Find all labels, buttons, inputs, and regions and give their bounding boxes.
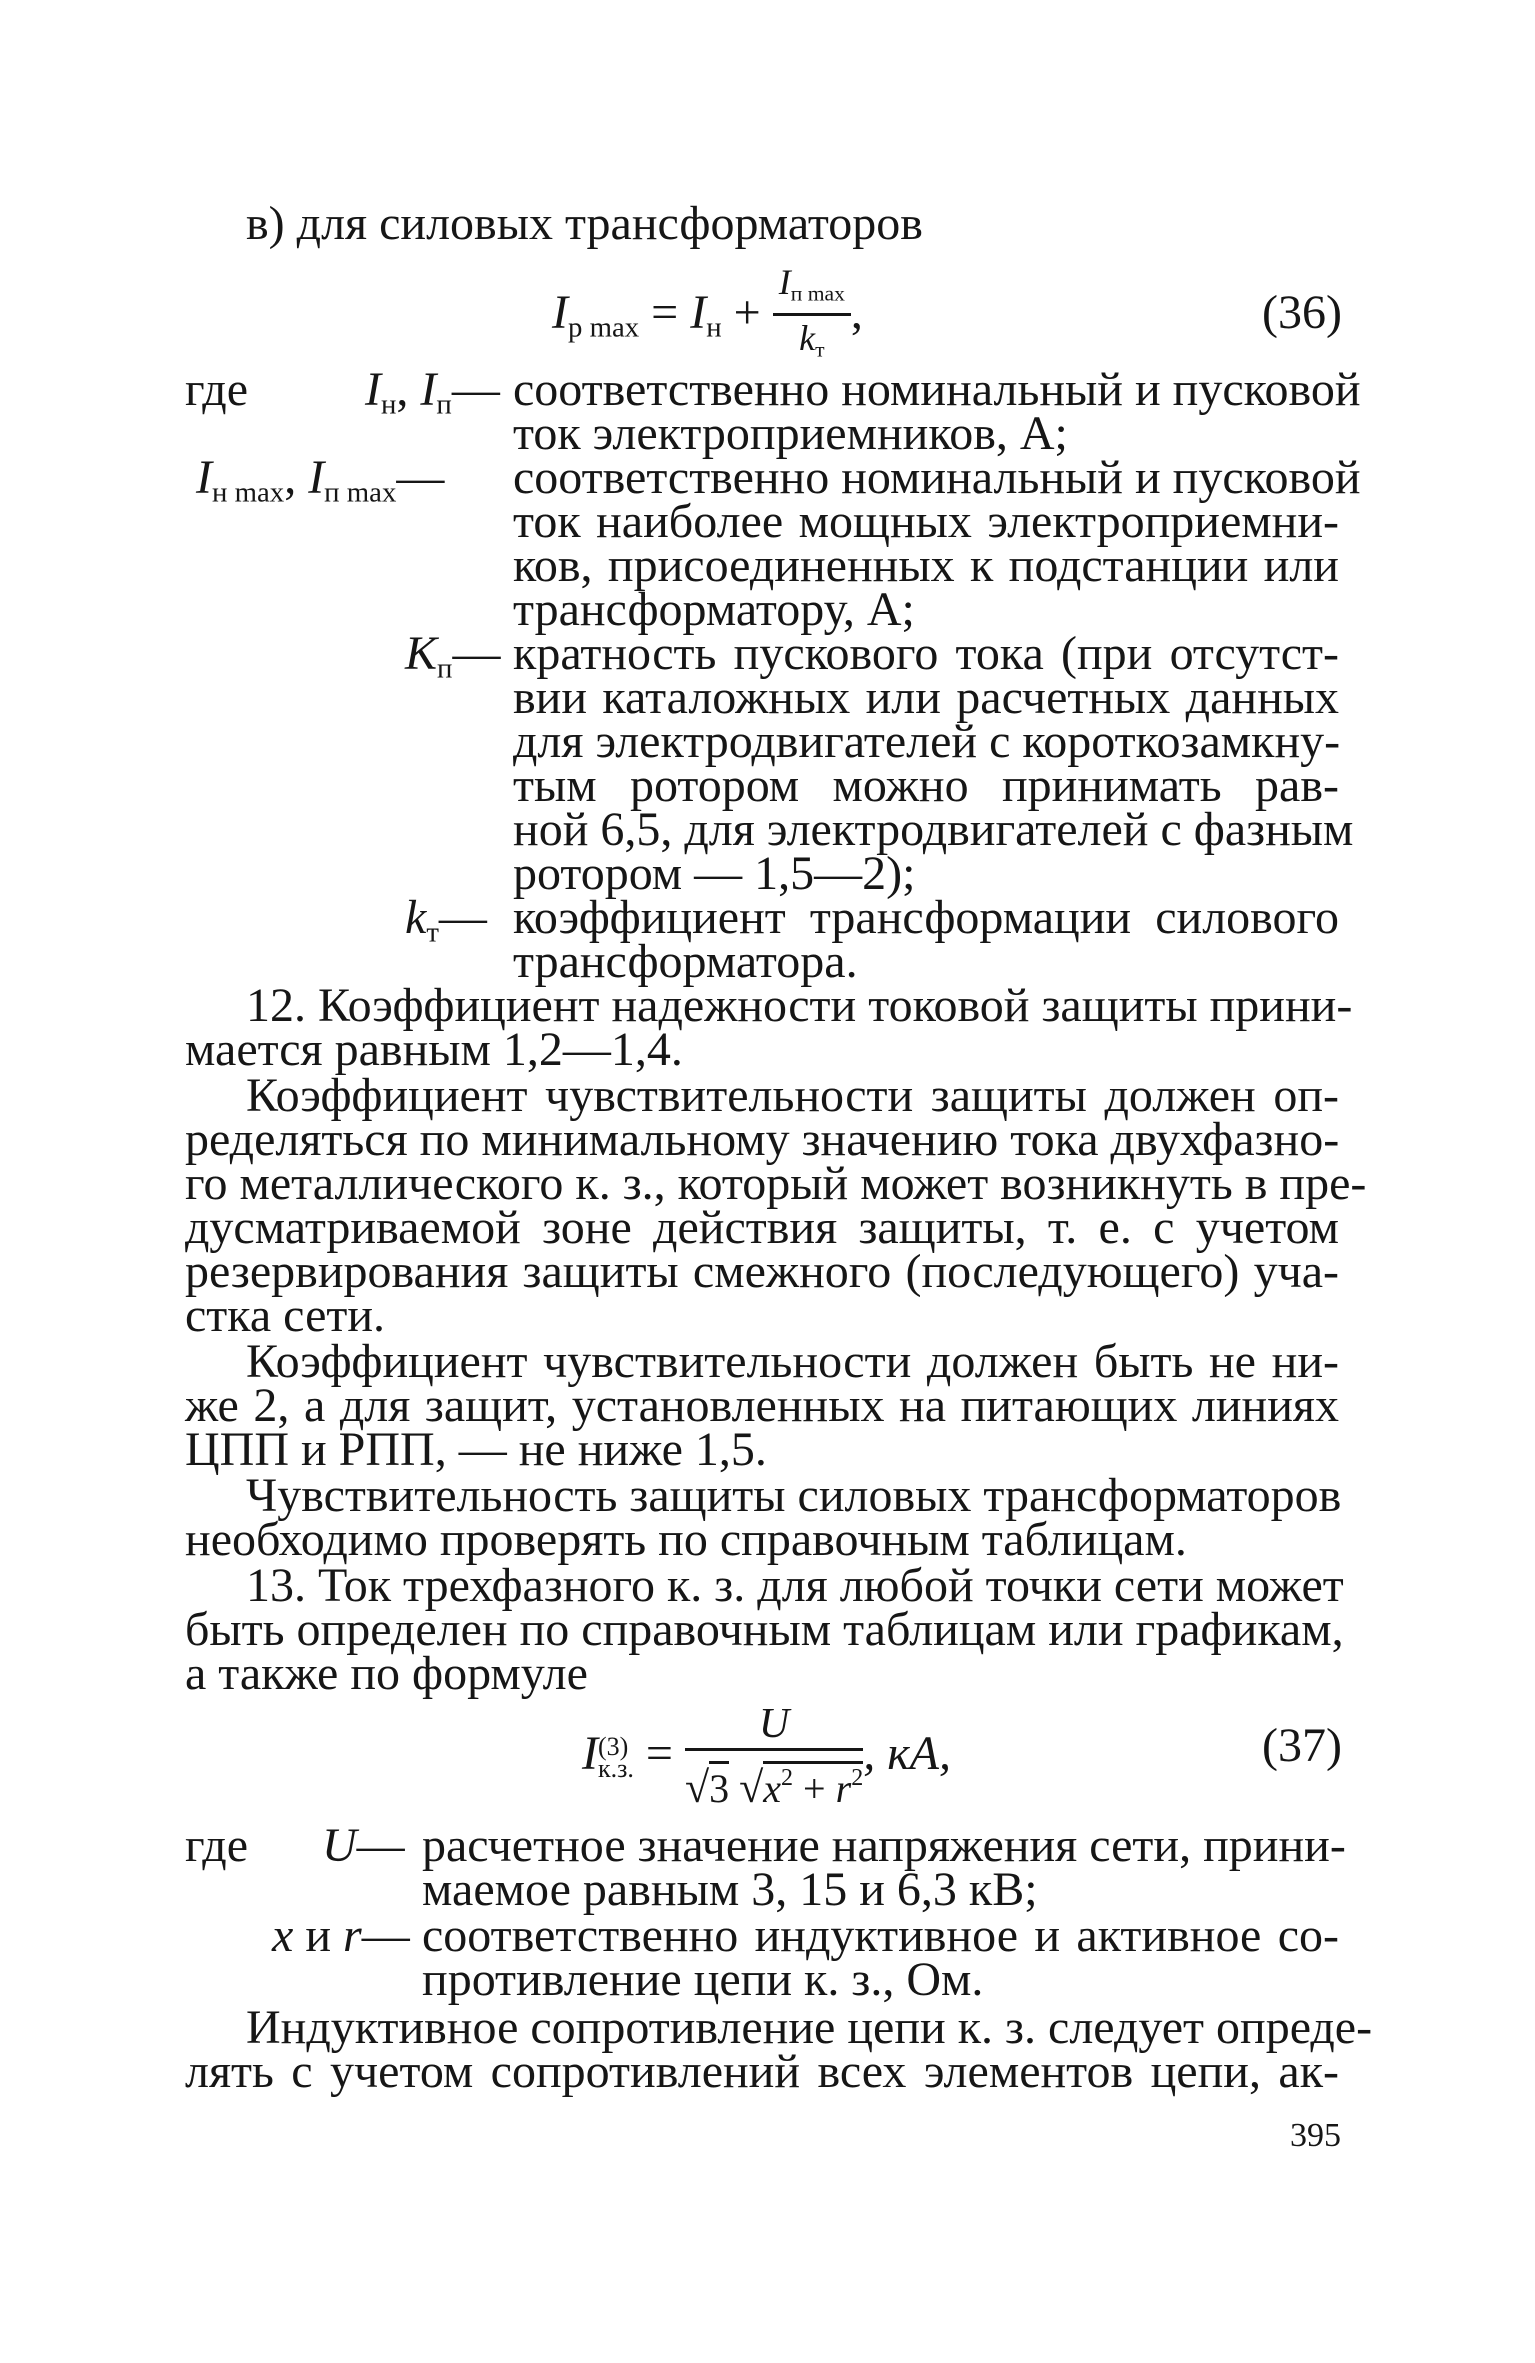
- definition-text: соответственно номинальный и пусковой: [513, 363, 1361, 416]
- equation-number-37: (37): [1262, 1719, 1342, 1772]
- definition-text: коэффициент трансформации силового: [513, 891, 1339, 944]
- def-symbol: $K_п—$: [405, 627, 501, 685]
- definition-text: ток наиболее мощных электроприемни-: [513, 495, 1339, 548]
- paragraph-line: Коэффициент чувствительности должен быть не ни-: [246, 1335, 1339, 1388]
- fraction: $\frac{I_{п max}}{k_т}$: [773, 262, 851, 372]
- paragraph-line: Индуктивное сопротивление цепи к. з. следует опреде-: [246, 2001, 1373, 2054]
- paragraph-line: стка сети.: [185, 1289, 386, 1342]
- def-label-where: где: [185, 363, 249, 416]
- definition-text: ток электроприемников, А;: [513, 407, 1068, 460]
- paragraph-line: лять с учетом сопротивлений всех элементов цепи, ак-: [185, 2045, 1339, 2098]
- definition-text: трансформатора.: [513, 935, 858, 988]
- definition-text: кратность пускового тока (при отсутст-: [513, 627, 1339, 680]
- paragraph-line: Коэффициент чувствительности защиты должен оп-: [246, 1069, 1339, 1122]
- equation-37: I (3) к.з. = $\frac{U}{√3 √x^2 + r^2}$ , кА,: [582, 1700, 951, 1816]
- paragraph-line: а также по формуле: [185, 1647, 588, 1700]
- def-symbol: $I_н$, $I_п—$: [365, 363, 500, 421]
- equation-number-36: (36): [1262, 286, 1342, 339]
- definition-text: соответственно номинальный и пусковой: [513, 451, 1361, 504]
- page-number: 395: [1290, 2117, 1341, 2154]
- paragraph-line: 13. Ток трехфазного к. з. для любой точки сети может: [246, 1559, 1344, 1612]
- paragraph-line: необходимо проверять по справочным таблицам.: [185, 1513, 1187, 1566]
- equation-36: $I_{p max} = I_н$ + $\frac{I_{п max}}{k_т}$ ,: [552, 262, 863, 372]
- paragraph-line: го металлического к. з., который может возникнуть в пре-: [185, 1157, 1367, 1210]
- def-symbol: U—: [322, 1819, 405, 1872]
- definition-text: соответственно индуктивное и активное со-: [422, 1909, 1339, 1962]
- def-symbol: $I_{н max}$, $I_{п max}—$: [196, 451, 445, 509]
- paragraph-line: 12. Коэффициент надежности токовой защиты прини-: [246, 979, 1353, 1032]
- definition-text: для электродвигателей с короткозамкну-: [513, 715, 1341, 768]
- definition-text: вии каталожных или расчетных данных: [513, 671, 1339, 724]
- definition-text: ков, присоединенных к подстанции или: [513, 539, 1339, 592]
- paragraph-line: резервирования защиты смежного (последующего) уча-: [185, 1245, 1339, 1298]
- definition-text: ной 6,5, для электродвигателей с фазным: [513, 803, 1354, 856]
- paragraph-line: мается равным 1,2—1,4.: [185, 1023, 683, 1076]
- def-symbol: x и r—: [272, 1909, 410, 1962]
- definition-text: противление цепи к. з., Ом.: [422, 1953, 984, 2006]
- paragraph-line: быть определен по справочным таблицам или графикам,: [185, 1603, 1344, 1656]
- definition-text: маемое равным 3, 15 и 6,3 кВ;: [422, 1863, 1038, 1916]
- definition-text: тым ротором можно принимать рав-: [513, 759, 1339, 812]
- definition-text: трансформатору, А;: [513, 583, 915, 636]
- definition-text: расчетное значение напряжения сети, прини-: [422, 1819, 1346, 1872]
- section-heading: в) для силовых трансформаторов: [246, 197, 923, 250]
- paragraph-line: ЦПП и РПП, — не ниже 1,5.: [185, 1423, 767, 1476]
- paragraph-line: дусматриваемой зоне действия защиты, т. е. с учетом: [185, 1201, 1339, 1254]
- definition-text: ротором — 1,5—2);: [513, 847, 916, 900]
- fraction: $\frac{U}{√3 √x^2 + r^2}$: [684, 1701, 864, 1812]
- def-symbol: $k_т—$: [405, 891, 487, 949]
- paragraph-line: ределяться по минимальному значению тока двухфазно-: [185, 1113, 1340, 1166]
- def-label-where: где: [185, 1819, 249, 1872]
- paragraph-line: Чувствительность защиты силовых трансформаторов: [246, 1469, 1342, 1522]
- paragraph-line: же 2, а для защит, установленных на питающих линиях: [185, 1379, 1339, 1432]
